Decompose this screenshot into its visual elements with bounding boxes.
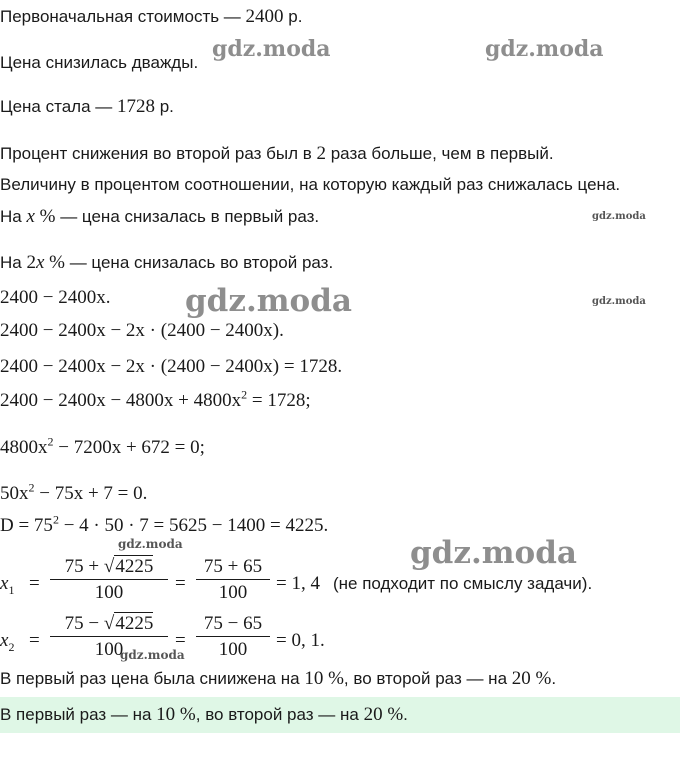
equals-sign: =: [175, 630, 186, 651]
radicand: 4225: [115, 613, 154, 634]
equation-4: [0, 389, 311, 413]
variable: x: [0, 573, 9, 594]
text: Цена стала —: [0, 97, 117, 116]
percent-value: 10 %: [156, 704, 196, 725]
denominator: 100: [94, 582, 124, 603]
numerator: 75 + 65: [203, 556, 263, 577]
watermark: gdz.moda: [185, 283, 352, 319]
equation-1: 2400 − 2400x.: [0, 287, 111, 308]
denominator: 100: [218, 582, 248, 603]
coefficient: 2: [26, 252, 36, 273]
line-initial-cost: [0, 6, 302, 28]
result: = 0, 1.: [276, 630, 325, 651]
variable: x: [0, 630, 9, 651]
subscript: 1: [8, 582, 15, 597]
exponent: 2: [28, 480, 35, 495]
percent-value: 10 %: [304, 668, 344, 689]
equation-6: [0, 482, 147, 506]
fraction-bar: [196, 579, 270, 580]
numerator: 75 − √4225: [64, 613, 154, 634]
text: .: [551, 669, 557, 688]
text: − 7200x + 672 = 0;: [53, 437, 205, 458]
watermark: gdz.moda: [410, 535, 577, 571]
fraction-2: [196, 556, 270, 604]
equals-sign: =: [29, 630, 40, 651]
variable: x: [26, 206, 35, 227]
root-note: (не подходит по смыслу задачи).: [333, 574, 593, 593]
equals-sign: =: [29, 573, 40, 594]
text: Первоначальная стоимость —: [0, 7, 246, 26]
text: Процент снижения во второй раз был в: [0, 144, 317, 163]
text: D = 75: [0, 515, 53, 536]
equation-3: 2400 − 2400x − 2x · (2400 − 2400x) = 1728.: [0, 356, 343, 377]
equation-5: [0, 436, 205, 460]
root-x1-lhs: [0, 572, 14, 596]
fraction-bar: [50, 636, 168, 637]
exponent: 2: [52, 512, 59, 527]
value: 2: [316, 143, 326, 164]
text: 50x: [0, 483, 29, 504]
text: .: [403, 705, 408, 724]
text: — цена снизалась в первый раз.: [55, 207, 320, 226]
result: = 1, 4: [276, 573, 320, 594]
line-percent-ratio: [0, 143, 554, 165]
text: , во второй раз — на: [343, 669, 512, 688]
subscript: 2: [8, 639, 15, 654]
equation-2: 2400 − 2400x − 2x · (2400 − 2400x).: [0, 320, 284, 341]
watermark: gdz.moda: [592, 296, 646, 307]
text: , во второй раз — на: [195, 705, 364, 724]
watermark: gdz.moda: [120, 648, 185, 662]
text: 2400 − 2400x − 4800x + 4800x: [0, 390, 242, 411]
text: − 75x + 7 = 0.: [34, 483, 148, 504]
text: 75 +: [64, 556, 104, 577]
exponent: 2: [47, 434, 54, 449]
text: На: [0, 253, 27, 272]
root-x2-lhs: [0, 629, 14, 653]
line-first-decrease: [0, 206, 319, 228]
text: — цена снизалась во второй раз.: [64, 253, 334, 272]
text: 75 −: [64, 613, 104, 634]
fraction-bar: [50, 579, 168, 580]
variable: x: [35, 252, 45, 273]
numerator: 75 − 65: [203, 613, 263, 634]
fraction-1: [50, 556, 168, 604]
answer-line: [0, 704, 408, 726]
percent-sign: %: [34, 206, 56, 227]
line-second-decrease: [0, 252, 333, 274]
line-decreased-twice: Цена снизилась дважды.: [0, 53, 199, 72]
text: В первый раз цена была сниижена на: [0, 669, 305, 688]
radicand: 4225: [115, 556, 154, 577]
text: В первый раз — на: [0, 705, 157, 724]
percent-value: 20 %: [363, 704, 404, 725]
unit: р.: [283, 7, 303, 26]
percent-sign: %: [44, 252, 65, 273]
line-percent-definition: Величину в процентом соотношении, на которую каждый раз снижалась цена.: [0, 175, 621, 194]
text: 4800x: [0, 437, 48, 458]
fraction-bar: [196, 636, 270, 637]
conclusion-line: [0, 668, 556, 690]
denominator: 100: [218, 639, 248, 660]
text: раза больше, чем в первый.: [326, 144, 554, 163]
unit: р.: [154, 97, 174, 116]
discriminant: [0, 514, 328, 538]
fraction-2: [196, 613, 270, 661]
watermark: gdz.moda: [118, 537, 183, 551]
text: На: [0, 207, 27, 226]
watermark: gdz.moda: [485, 36, 604, 62]
value: 1728: [116, 96, 155, 117]
exponent: 2: [241, 387, 248, 402]
line-final-price: [0, 96, 174, 118]
denominator: 100: [94, 639, 124, 660]
watermark: gdz.moda: [592, 211, 646, 222]
equals-sign: =: [175, 573, 186, 594]
percent-value: 20 %: [511, 668, 552, 689]
text: = 1728;: [247, 390, 311, 411]
text: − 4 · 50 · 7 = 5625 − 1400 = 4225.: [58, 515, 329, 536]
numerator: 75 + √4225: [64, 556, 154, 577]
value: 2400: [245, 6, 284, 27]
watermark: gdz.moda: [212, 36, 331, 62]
